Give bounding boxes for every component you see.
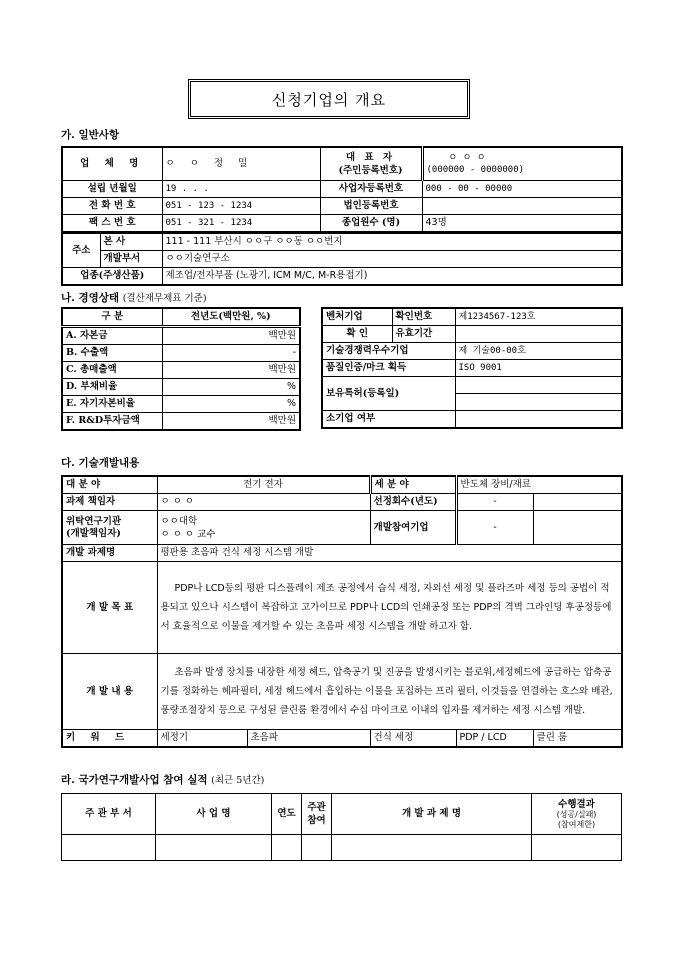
rnd-cell xyxy=(302,835,332,861)
leader-label: 과제 책임자 xyxy=(62,494,157,511)
section-rnd-label: 라. 국가연구개발사업 참여 실적 xyxy=(61,774,208,786)
rnd-lead-header-2: 참여 xyxy=(307,815,326,826)
corpreg-label: 법인등록번호 xyxy=(320,197,422,214)
inst-label: 위탁연구기관 xyxy=(66,515,122,527)
quality-value: ISO 9001 xyxy=(455,360,622,377)
inst-label-cell xyxy=(62,511,157,545)
rnd-result-sub2: (참여제한) xyxy=(557,819,596,829)
rep-sub: (주민등록번호) xyxy=(338,164,403,176)
mgmt-row-value: - xyxy=(162,345,300,362)
rep-id: (000000 - 0000000) xyxy=(426,164,525,175)
tech-award-label: 기술경쟁력우수기업 xyxy=(322,343,455,360)
rnd-lead-header-1: 주관 xyxy=(307,802,326,813)
mgmt-row-value: 백만원 xyxy=(162,327,300,345)
project-label: 개발 과제명 xyxy=(62,545,157,562)
rnd-cell xyxy=(156,835,272,861)
leader-value: ㅇ ㅇ ㅇ xyxy=(157,494,370,511)
partner-value: - xyxy=(456,511,533,545)
emp-label: 종업원수 (명) xyxy=(320,214,422,232)
mgmt-row-value: % xyxy=(162,379,300,396)
hq-value: 111 - 111 부산시 ㅇㅇ구 ㅇㅇ동 ㅇㅇ번지 xyxy=(162,234,622,251)
mgmt-row-value: 백만원 xyxy=(162,413,300,431)
inst-sub: (개발책임자) xyxy=(66,527,121,539)
tech-table xyxy=(61,475,623,748)
mgmt-item-header: 구 분 xyxy=(62,308,162,327)
selected-label: 선정회수(년도) xyxy=(370,494,456,511)
small-biz-value xyxy=(455,411,622,429)
bizreg-value: 000 - 00 - 00000 xyxy=(422,180,622,197)
company-value: ㅇ ㅇ 정 밀 xyxy=(162,147,320,180)
keyword: 건식 세정 xyxy=(370,730,456,748)
field-value: 전기 전자 xyxy=(157,476,370,494)
rep-name: ㅇ ㅇ ㅇ xyxy=(448,152,486,163)
section-mgmt-sub: (결산재무제표 기준) xyxy=(122,293,207,304)
patent-label: 보유특허(등록일) xyxy=(322,377,455,411)
valid-value xyxy=(455,326,622,343)
rnd-cell xyxy=(332,835,532,861)
est-label: 설립 년월일 xyxy=(62,180,162,197)
venture-label: 벤처기업 xyxy=(322,308,392,326)
section-mgmt-title xyxy=(61,290,207,305)
subfield-label: 세 분 야 xyxy=(370,476,456,494)
mgmt-row-label: B. 수출액 xyxy=(62,345,162,362)
mgmt-row-label: E. 자기자본비율 xyxy=(62,396,162,413)
hq-label: 본 사 xyxy=(100,234,162,251)
certs-table xyxy=(321,307,623,429)
fax-label: 팩 스 번 호 xyxy=(62,214,162,232)
rnd-result-title: 수행결과 xyxy=(558,798,595,810)
mgmt-prev-header: 전년도(백만원, %) xyxy=(162,308,300,327)
phone-label: 전 화 번 호 xyxy=(62,197,162,214)
rnd-result-header xyxy=(532,794,622,835)
section-mgmt-label: 나. 경영상태 xyxy=(61,292,120,304)
goal-label: 개 발 목 표 xyxy=(62,562,157,654)
goal-text: PDP나 LCD등의 평판 디스플레이 제조 공정에서 습식 세정, 자외선 세정 및 플라즈마 세정 등의 공법이 적용되고 있으나 시스템이 복잡하고 고가이므로 PDP나 LCD의 인쇄공정 또는 PDP의 격벽 그라인딩 후공정등에서 효율적으로 이물을 제거할 수 있는 초음파 세정 시스템을 개발 하고자 함. xyxy=(157,562,622,654)
inst-name: ㅇㅇ대학 xyxy=(160,515,198,527)
content-text: 초음파 발생 장치를 내장한 세정 헤드, 압축공기 및 진공을 발생시키는 블로워,세정헤드에 공급하는 압축공기를 정화하는 헤파필터, 세정 헤드에서 흡입하는 이물을 포집하는 프리 필터, 이것들을 연결하는 호스와 배관, 풍량조절장치 등으로 구성된 클린룸 환경에서 수십 마이크로 이내의 입자를 제거하는 세정 시스템 개발. xyxy=(157,654,622,730)
section-tech-title: 다. 기술개발내용 xyxy=(61,457,140,469)
confirm-label: 확 인 xyxy=(322,326,392,343)
inst-person: ㅇ ㅇ ㅇ 교수 xyxy=(160,528,216,540)
keyword: 세정기 xyxy=(157,730,247,748)
keyword: 초음파 xyxy=(247,730,370,748)
mgmt-row-value: 백만원 xyxy=(162,362,300,379)
mgmt-row-value: % xyxy=(162,396,300,413)
industry-value: 제조업/전자부품 (노광기, ICM M/C, M-R용접기) xyxy=(162,268,622,286)
project-value: 평판용 초음파 건식 세정 시스템 개발 xyxy=(157,545,622,562)
rnd-result-sub: (성공/실패) xyxy=(556,809,597,819)
rnd-dept-header: 주 관 부 서 xyxy=(62,794,156,835)
general-table xyxy=(61,146,623,233)
tech-award-value: 제 기술00-00호 xyxy=(455,343,622,360)
section-rnd-sub: (최근 5년간) xyxy=(211,775,265,786)
field-label: 대 분 야 xyxy=(62,476,157,494)
content-label: 개 발 내 용 xyxy=(62,654,157,730)
fax-value: 051 - 321 - 1234 xyxy=(162,214,320,232)
keyword: PDP / LCD xyxy=(456,730,533,748)
rnd-cell xyxy=(62,835,156,861)
emp-value: 43명 xyxy=(422,214,622,232)
quality-label: 품질인증/마크 획득 xyxy=(322,360,455,377)
mgmt-row-label: D. 부채비율 xyxy=(62,379,162,396)
dev-label: 개발부서 xyxy=(100,251,162,268)
mgmt-row-label: F. R&D투자금액 xyxy=(62,413,162,431)
company-label: 업 체 명 xyxy=(62,147,162,180)
patent-value xyxy=(455,377,622,394)
rnd-name-header: 사 업 명 xyxy=(156,794,272,835)
industry-label: 업종(주생산품) xyxy=(62,268,162,286)
page-title: 신청기업의 개요 xyxy=(188,79,470,119)
rnd-cell xyxy=(272,835,302,861)
confirm-no-label: 확인번호 xyxy=(392,308,455,326)
address-table xyxy=(61,233,623,286)
mgmt-row-label: A. 자본금 xyxy=(62,327,162,345)
inst-value-cell xyxy=(157,511,370,545)
selected-value: - xyxy=(456,494,533,511)
confirm-no-value: 제1234567-123호 xyxy=(455,308,622,326)
keywords-label: 키 워 드 xyxy=(62,730,157,748)
partner-extra xyxy=(533,511,622,545)
rnd-table xyxy=(61,793,622,861)
small-biz-label: 소기업 여부 xyxy=(322,411,455,429)
patent-value-2 xyxy=(455,394,622,411)
mgmt-row-label: C. 총매출액 xyxy=(62,362,162,379)
valid-label: 유효기간 xyxy=(392,326,455,343)
rnd-year-header: 연도 xyxy=(272,794,302,835)
dev-value: ㅇㅇ기술연구소 xyxy=(162,251,622,268)
mgmt-table xyxy=(61,307,301,431)
rep-value-cell xyxy=(422,147,622,180)
partner-label: 개발참여기업 xyxy=(370,511,456,545)
subfield-value: 반도체 장비/재료 xyxy=(456,476,622,494)
selected-extra xyxy=(533,494,622,511)
corpreg-value xyxy=(422,197,622,214)
rnd-cell xyxy=(532,835,622,861)
section-general-title: 가. 일반사항 xyxy=(61,129,120,141)
rep-label-cell xyxy=(320,147,422,180)
phone-value: 051 - 123 - 1234 xyxy=(162,197,320,214)
est-value: 19 . . . xyxy=(162,180,320,197)
addr-label: 주소 xyxy=(62,234,100,268)
keyword: 클린 룸 xyxy=(533,730,622,748)
rep-label: 대 표 자 xyxy=(345,151,396,163)
rnd-task-header: 개 발 과 제 명 xyxy=(332,794,532,835)
section-rnd-title xyxy=(61,772,264,787)
rnd-lead-header xyxy=(302,794,332,835)
bizreg-label: 사업자등록번호 xyxy=(320,180,422,197)
